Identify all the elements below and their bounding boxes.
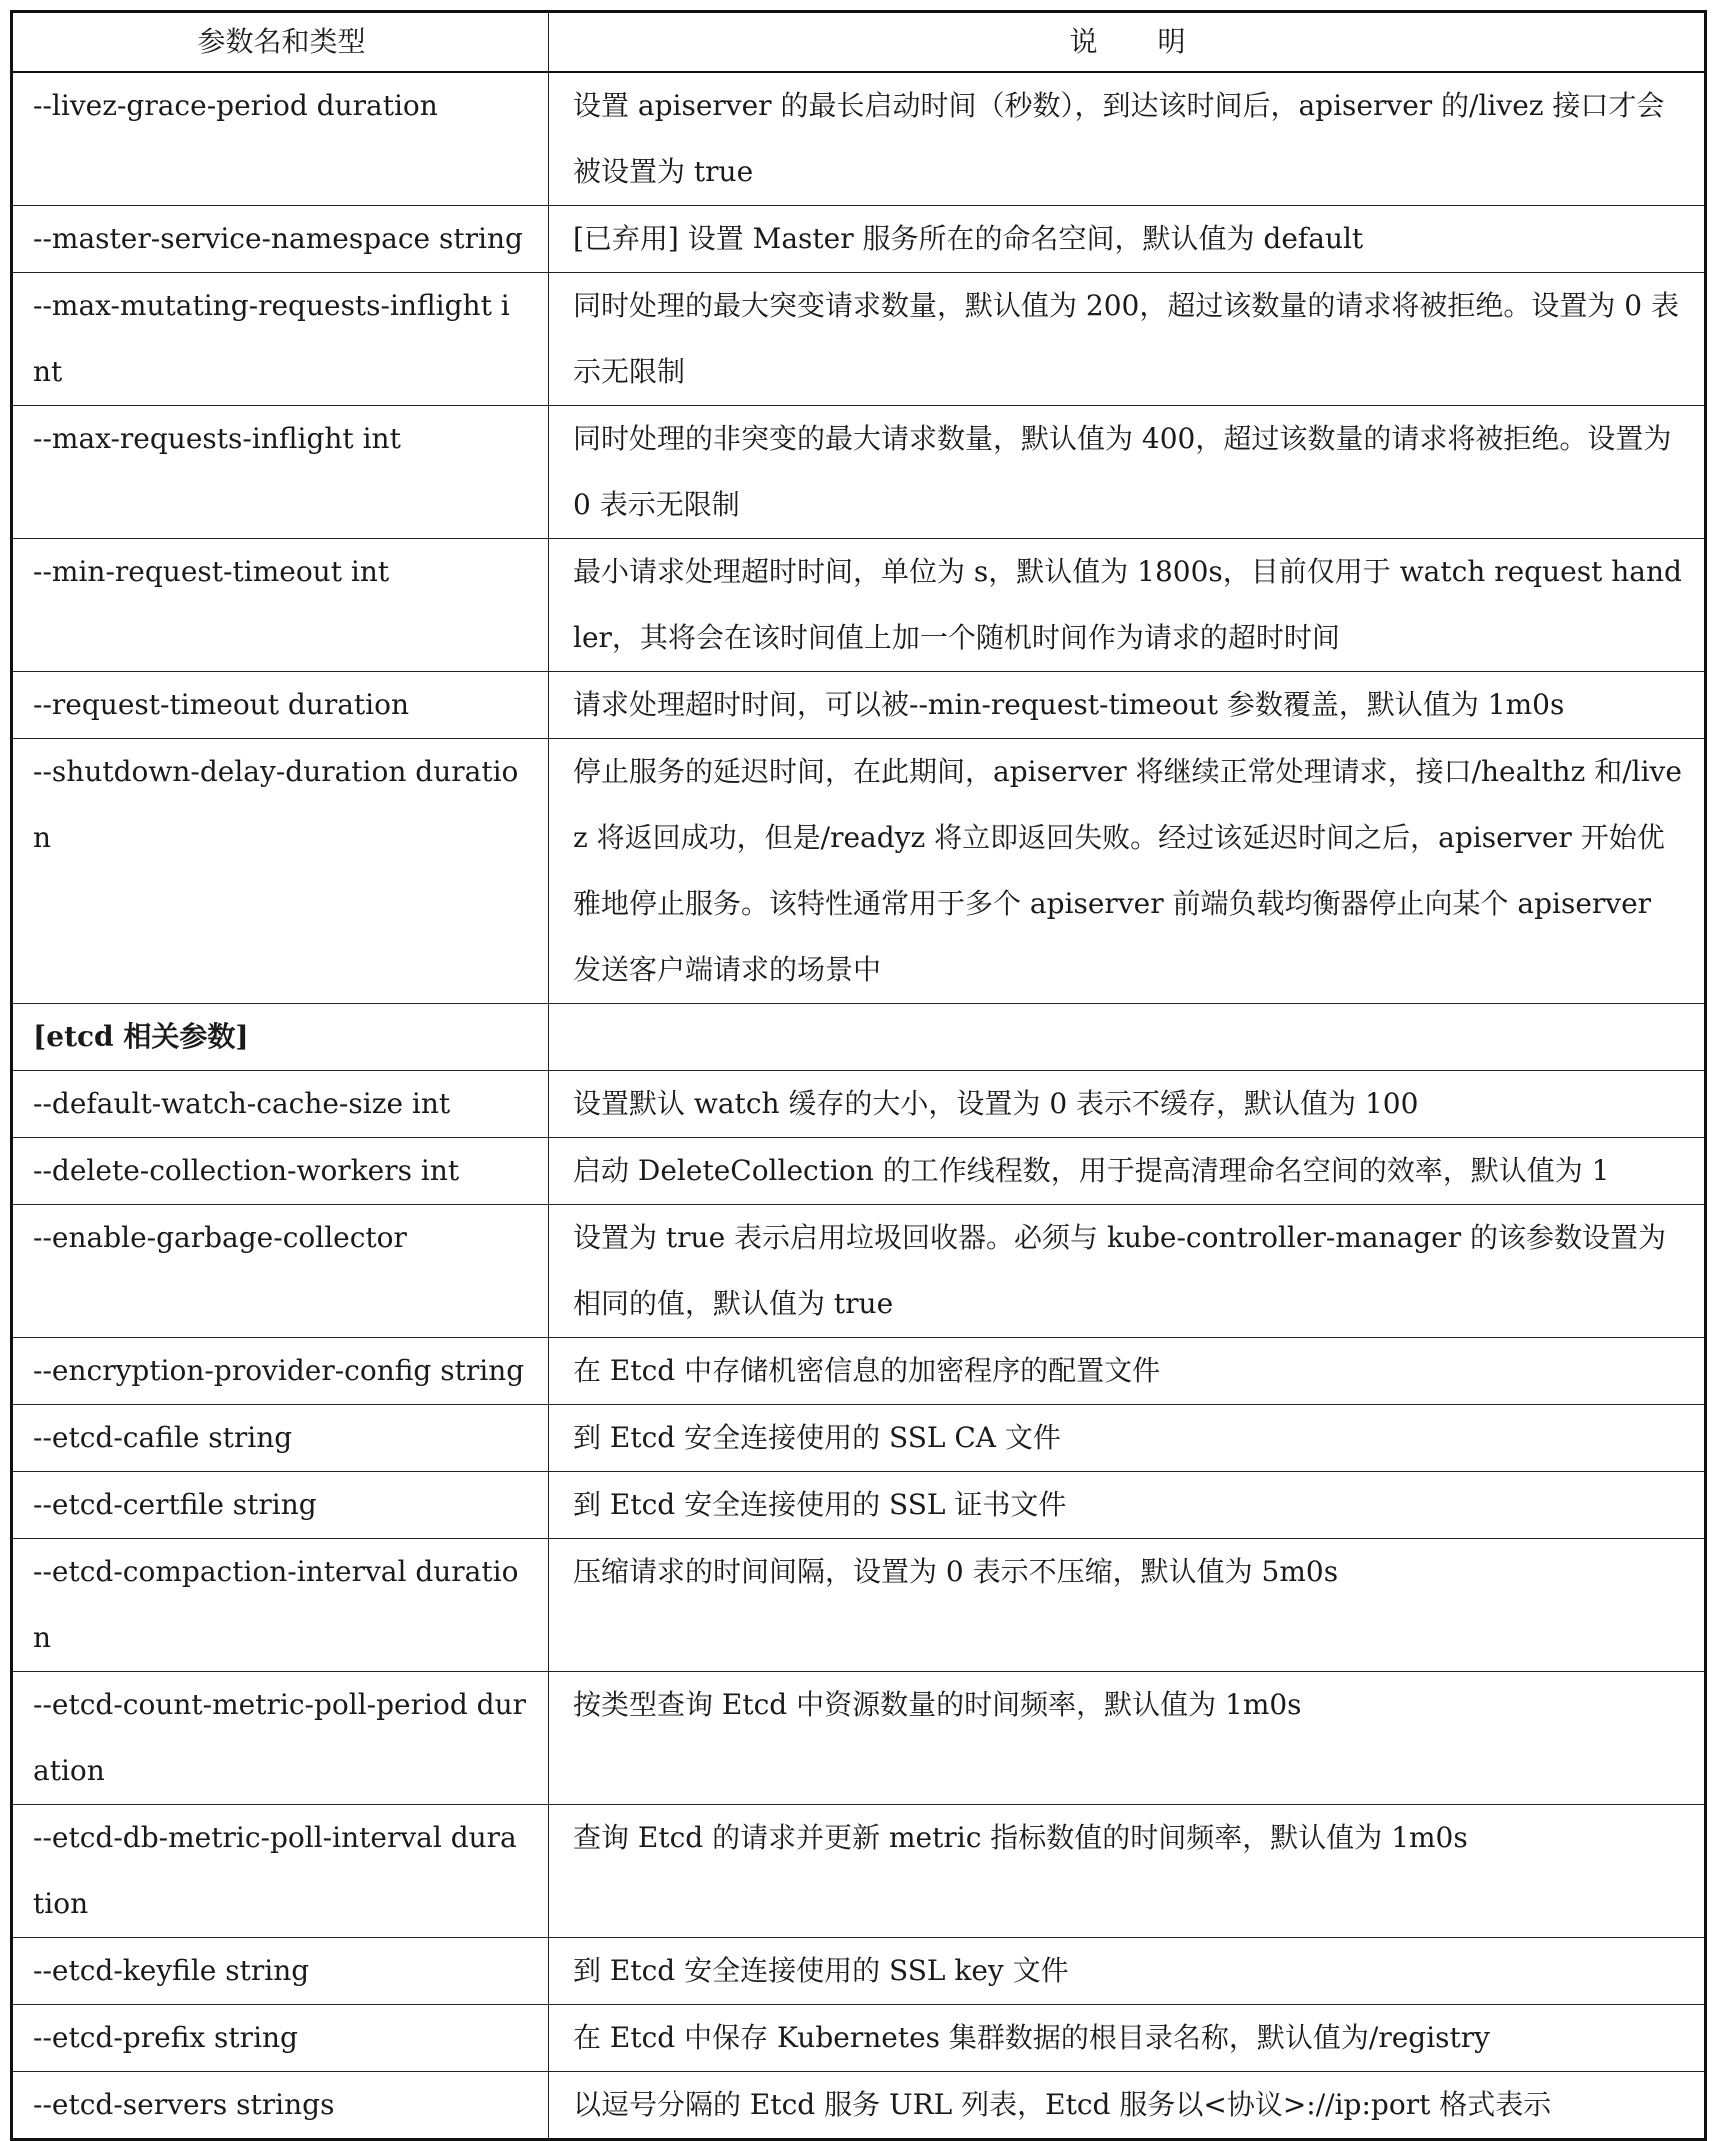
desc-cell: [已弃用] 设置 Master 服务所在的命名空间，默认值为 default bbox=[549, 206, 1706, 273]
table-row bbox=[12, 2072, 1706, 2140]
desc-cell: 设置为 true 表示启用垃圾回收器。必须与 kube-controller-manager 的该参数设置为相同的值，默认值为 true bbox=[549, 1205, 1706, 1338]
param-cell: --default-watch-cache-size int bbox=[12, 1071, 549, 1138]
table-row bbox=[12, 539, 1706, 672]
desc-cell: 在 Etcd 中保存 Kubernetes 集群数据的根目录名称，默认值为/registry bbox=[549, 2005, 1706, 2072]
desc-cell: 查询 Etcd 的请求并更新 metric 指标数值的时间频率，默认值为 1m0s bbox=[549, 1805, 1706, 1938]
table-row bbox=[12, 273, 1706, 406]
table-row bbox=[12, 1205, 1706, 1338]
desc-cell: 以逗号分隔的 Etcd 服务 URL 列表，Etcd 服务以<协议>://ip:port 格式表示 bbox=[549, 2072, 1706, 2140]
table-row bbox=[12, 1405, 1706, 1472]
table-row bbox=[12, 739, 1706, 1004]
desc-cell: 到 Etcd 安全连接使用的 SSL CA 文件 bbox=[549, 1405, 1706, 1472]
desc-cell: 同时处理的最大突变请求数量，默认值为 200，超过该数量的请求将被拒绝。设置为 0 表示无限制 bbox=[549, 273, 1706, 406]
parameter-table bbox=[10, 10, 1707, 2141]
desc-cell: 在 Etcd 中存储机密信息的加密程序的配置文件 bbox=[549, 1338, 1706, 1405]
desc-cell: 按类型查询 Etcd 中资源数量的时间频率，默认值为 1m0s bbox=[549, 1672, 1706, 1805]
param-cell: --enable-garbage-collector bbox=[12, 1205, 549, 1338]
table-row bbox=[12, 1138, 1706, 1205]
header-param: 参数名和类型 bbox=[12, 12, 549, 73]
desc-cell: 到 Etcd 安全连接使用的 SSL key 文件 bbox=[549, 1938, 1706, 2005]
param-cell: --max-mutating-requests-inflight int bbox=[12, 273, 549, 406]
table-row bbox=[12, 1938, 1706, 2005]
desc-cell: 启动 DeleteCollection 的工作线程数，用于提高清理命名空间的效率，默认值为 1 bbox=[549, 1138, 1706, 1205]
desc-cell: 压缩请求的时间间隔，设置为 0 表示不压缩，默认值为 5m0s bbox=[549, 1539, 1706, 1672]
table-row bbox=[12, 72, 1706, 206]
desc-cell: 设置默认 watch 缓存的大小，设置为 0 表示不缓存，默认值为 100 bbox=[549, 1071, 1706, 1138]
param-cell: --master-service-namespace string bbox=[12, 206, 549, 273]
param-cell: --livez-grace-period duration bbox=[12, 72, 549, 206]
param-cell: --etcd-servers strings bbox=[12, 2072, 549, 2140]
section-row bbox=[12, 1004, 1706, 1071]
param-cell: --encryption-provider-config string bbox=[12, 1338, 549, 1405]
desc-cell bbox=[549, 1004, 1706, 1071]
param-cell: --etcd-certfile string bbox=[12, 1472, 549, 1539]
param-cell: --request-timeout duration bbox=[12, 672, 549, 739]
desc-cell: 设置 apiserver 的最长启动时间（秒数），到达该时间后，apiserver 的/livez 接口才会被设置为 true bbox=[549, 72, 1706, 206]
table-row bbox=[12, 406, 1706, 539]
table-row bbox=[12, 1338, 1706, 1405]
section-title: [etcd 相关参数] bbox=[12, 1004, 549, 1071]
table-header bbox=[12, 12, 1706, 73]
param-cell: --etcd-keyfile string bbox=[12, 1938, 549, 2005]
param-cell: --delete-collection-workers int bbox=[12, 1138, 549, 1205]
param-cell: --shutdown-delay-duration duration bbox=[12, 739, 549, 1004]
table-row bbox=[12, 1472, 1706, 1539]
param-cell: --min-request-timeout int bbox=[12, 539, 549, 672]
table-row bbox=[12, 1071, 1706, 1138]
param-cell: --etcd-count-metric-poll-period duration bbox=[12, 1672, 549, 1805]
table-row bbox=[12, 672, 1706, 739]
table-row bbox=[12, 1539, 1706, 1672]
table-row bbox=[12, 1805, 1706, 1938]
desc-cell: 同时处理的非突变的最大请求数量，默认值为 400，超过该数量的请求将被拒绝。设置为 0 表示无限制 bbox=[549, 406, 1706, 539]
table-row bbox=[12, 1672, 1706, 1805]
table-row bbox=[12, 2005, 1706, 2072]
param-cell: --etcd-compaction-interval duration bbox=[12, 1539, 549, 1672]
header-row bbox=[12, 12, 1706, 73]
header-desc: 说明 bbox=[549, 12, 1706, 73]
param-cell: --etcd-cafile string bbox=[12, 1405, 549, 1472]
param-cell: --max-requests-inflight int bbox=[12, 406, 549, 539]
desc-cell: 最小请求处理超时时间，单位为 s，默认值为 1800s，目前仅用于 watch request handler，其将会在该时间值上加一个随机时间作为请求的超时时间 bbox=[549, 539, 1706, 672]
param-cell: --etcd-prefix string bbox=[12, 2005, 549, 2072]
desc-cell: 到 Etcd 安全连接使用的 SSL 证书文件 bbox=[549, 1472, 1706, 1539]
desc-cell: 停止服务的延迟时间，在此期间，apiserver 将继续正常处理请求，接口/healthz 和/livez 将返回成功，但是/readyz 将立即返回失败。经过该延迟时间之后，apiserver 开始优雅地停止服务。该特性通常用于多个 apiserver 前端负载均衡器停止向某个 apiserver 发送客户端请求的场景中 bbox=[549, 739, 1706, 1004]
table-body bbox=[12, 72, 1706, 2140]
desc-cell: 请求处理超时时间，可以被--min-request-timeout 参数覆盖，默认值为 1m0s bbox=[549, 672, 1706, 739]
param-cell: --etcd-db-metric-poll-interval duration bbox=[12, 1805, 549, 1938]
table-row bbox=[12, 206, 1706, 273]
